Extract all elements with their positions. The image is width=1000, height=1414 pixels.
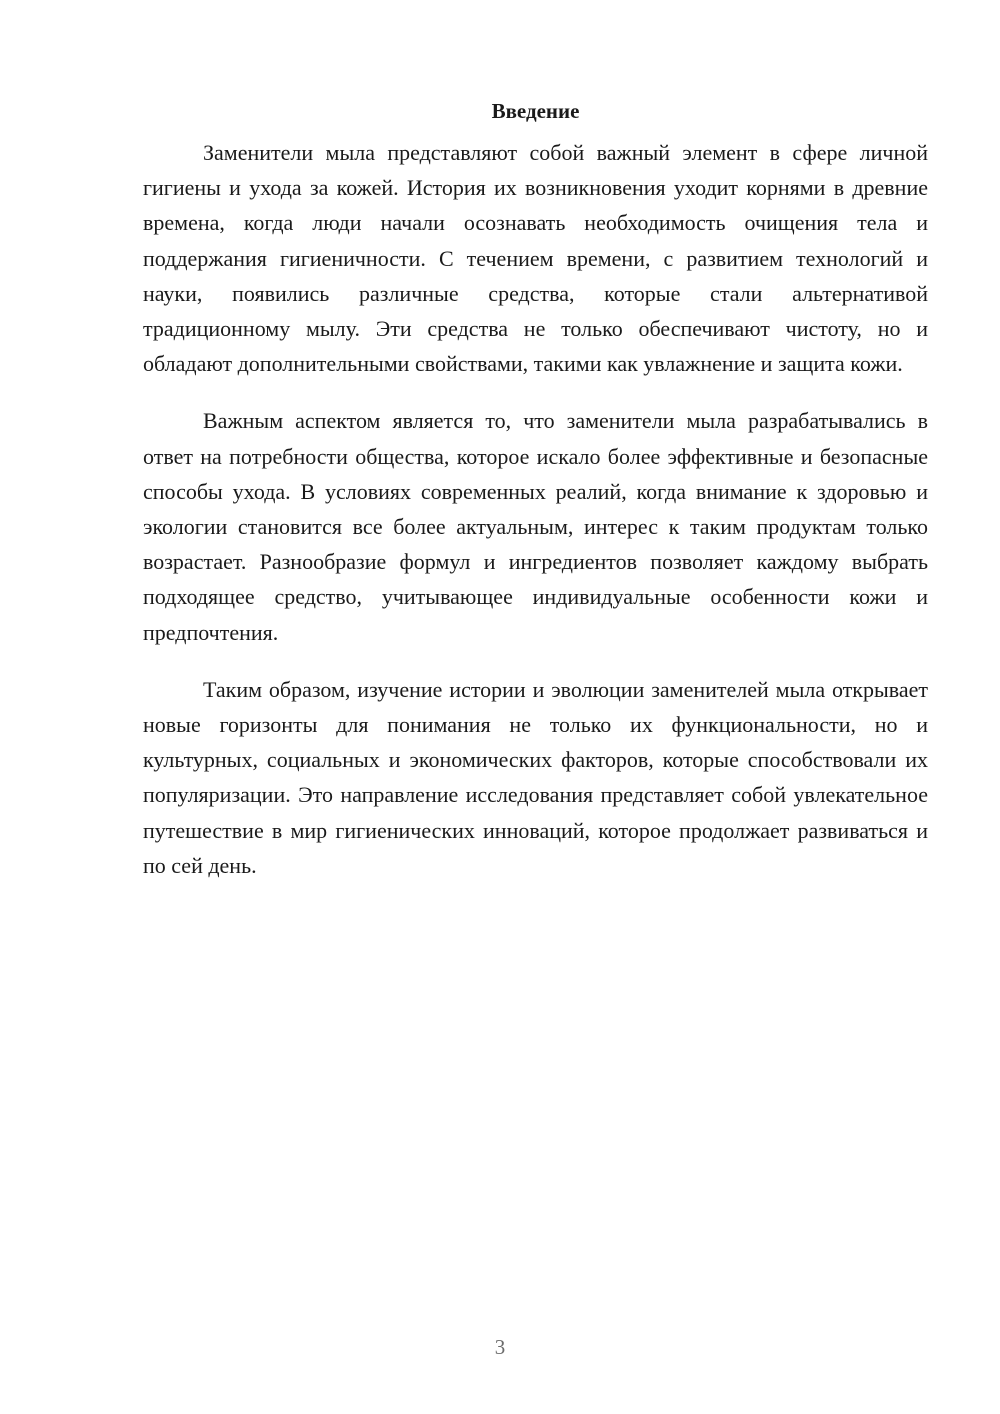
page-content [143,96,928,883]
paragraph-3: Таким образом, изучение истории и эволюции заменителей мыла открывает новые горизонты для понимания не только их функциональности, но и культурных, социальных и экономических факторов, которые способствовали их популяризации. Это направление исследования представляет собой увлекательное путешествие в мир гигиенических инноваций, которое продолжает развиваться и по сей день. [143,676,928,878]
page-number: 3 [494,1335,506,1359]
section-heading: Введение [491,99,580,123]
paragraph-2: Важным аспектом является то, что заменители мыла разрабатывались в ответ на потребности общества, которое искало более эффективные и безопасные способы ухода. В условиях современных реалий, когда внимание к здоровью и экологии становится все более актуальным, интерес к таким продуктам только возрастает. Разнообразие формул и ингредиентов позволяет каждому выбрать подходящее средство, учитывающее индивидуальные особенности кожи и предпочтения. [143,408,928,645]
paragraph-1: Заменители мыла представляют собой важный элемент в сфере личной гигиены и ухода за кожей. История их возникновения уходит корнями в древние времена, когда люди начали осознавать необходимость очищения тела и поддержания гигиеничности. С течением времени, с развитием технологий и науки, появились различные средства, которые стали альтернативой традиционному мылу. Эти средства не только обеспечивают чистоту, но и обладают дополнительными свойствами, такими как увлажнение и защита кожи. [143,140,928,377]
